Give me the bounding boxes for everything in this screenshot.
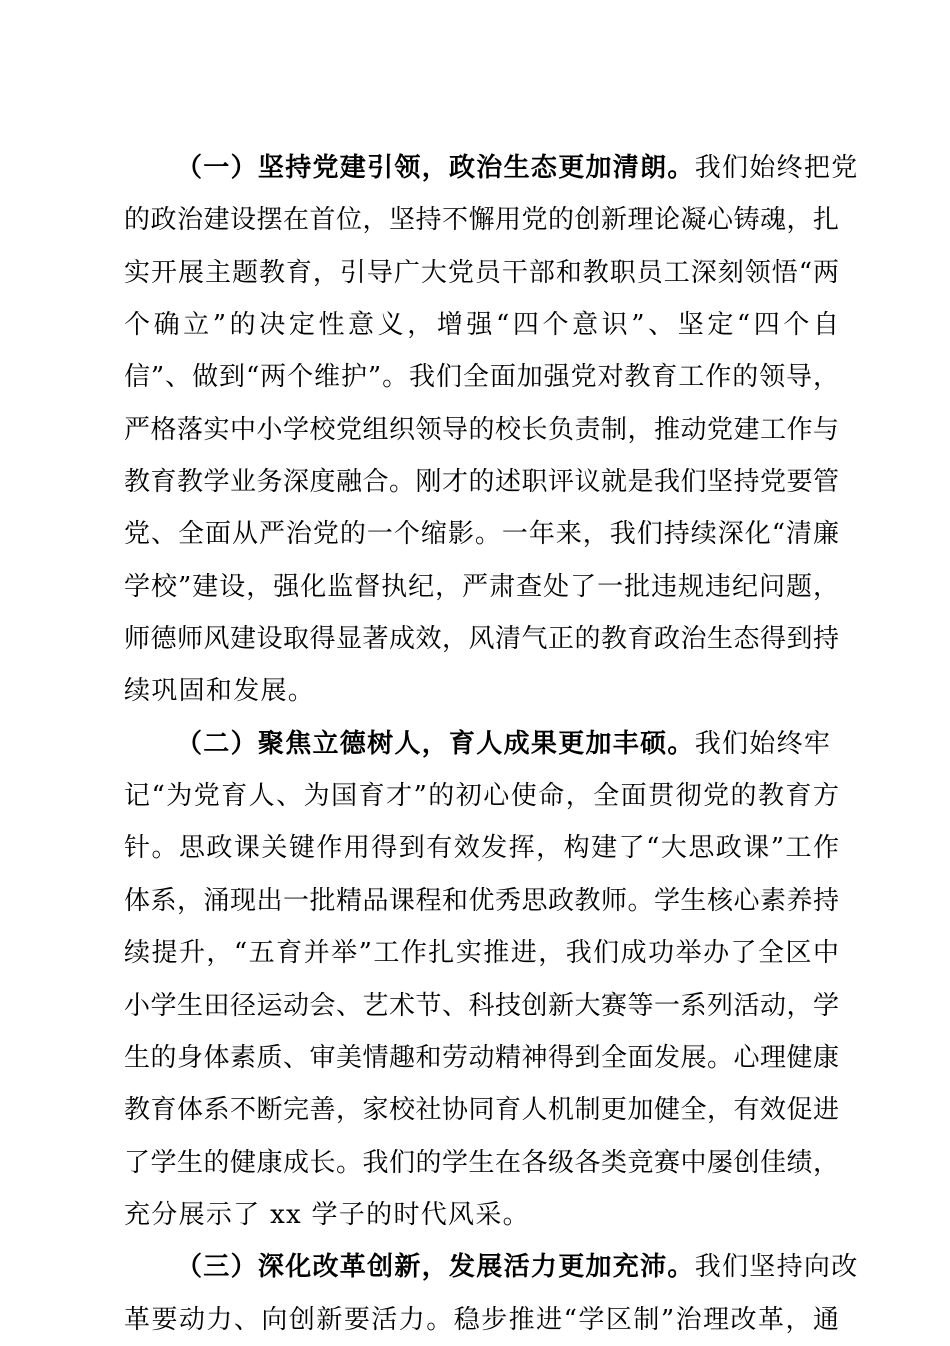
paragraph-line: 个确立”的决定性意义，增强“四个意识”、坚定“四个自 [124,310,839,341]
paragraph-line: 师德师风建设取得显著成效，风清气正的教育政治生态得到持 [124,624,839,655]
paragraph-first-line [124,1241,859,1293]
section-heading: （三）深化改革创新，发展活力更加充沛。 [176,1252,695,1283]
paragraph-line: 的政治建设摆在首位，坚持不懈用党的创新理论凝心铸魂，扎 [124,205,839,236]
paragraph-line: 针。思政课关键作用得到有效发挥，构建了“大思政课”工作 [124,833,839,864]
paragraph-line: 信”、做到“两个维护”。我们全面加强党对教育工作的领导， [124,362,839,393]
paragraph-first-line [124,142,859,194]
paragraph-line: 体系，涌现出一批精品课程和优秀思政教师。学生核心素养持 [124,885,839,916]
paragraph-line: 了学生的健康成长。我们的学生在各级各类竞赛中屡创佳绩， [124,1147,839,1178]
section-heading: （二）聚焦立德树人，育人成果更加丰硕。 [176,728,695,759]
paragraph-line: 实开展主题教育，引导广大党员干部和教职员工深刻领悟“两 [124,257,839,288]
paragraph-line: 续提升，“五育并举”工作扎实推进，我们成功举办了全区中 [124,938,839,969]
paragraph-text: 我们始终牢 [694,728,832,759]
paragraph-line: 严格落实中小学校党组织领导的校长负责制，推动党建工作与 [124,414,839,445]
paragraph-line: 革要动力、向创新要活力。稳步推进“学区制”治理改革，通 [124,1304,839,1335]
paragraph-text: 我们始终把党 [694,153,859,183]
document-body [124,142,859,1346]
paragraph-last-line: 充分展示了 xx 学子的时代风采。 [124,1199,530,1230]
section-heading: （一）坚持党建引领，政治生态更加清朗。 [176,153,695,183]
paragraph-first-line [124,718,839,770]
paragraph-text: 我们坚持向改 [694,1252,859,1283]
paragraph-line: 记“为党育人、为国育才”的初心使命，全面贯彻党的教育方 [124,781,839,812]
paragraph-line: 小学生田径运动会、艺术节、科技创新大赛等一系列活动，学 [124,990,839,1021]
paragraph-line: 党、全面从严治党的一个缩影。一年来，我们持续深化“清廉 [124,519,839,550]
paragraph-last-line: 续巩固和发展。 [124,676,316,707]
paragraph-line: 教育体系不断完善，家校社协同育人机制更加健全，有效促进 [124,1095,839,1126]
paragraph-line: 教育教学业务深度融合。刚才的述职评议就是我们坚持党要管 [124,467,839,498]
paragraph-line: 生的身体素质、审美情趣和劳动精神得到全面发展。心理健康 [124,1042,839,1073]
paragraph-line: 学校”建设，强化监督执纪，严肃查处了一批违规违纪问题， [124,571,839,602]
